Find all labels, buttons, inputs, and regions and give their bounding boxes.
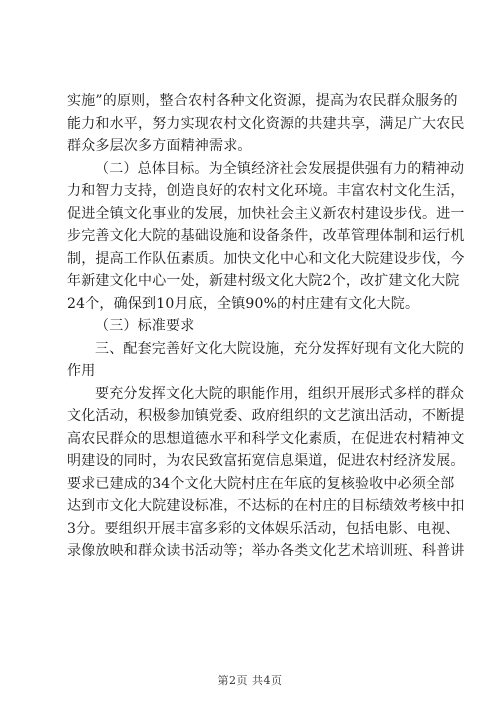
text-line: 促进全镇文化事业的发展，加快社会主义新农村建设步伐。进一 (67, 205, 465, 222)
section-heading: 三、配套完善好文化大院设施，充分发挥好现有文化大院的 (95, 340, 465, 357)
text-line: 制，提高工作队伍素质。加快文化中心和文化大院建设步伐，今 (67, 250, 465, 267)
text-line: 要求已建成的34个文化大院村庄在年底的复核验收中必须全部 (67, 475, 455, 492)
text-line: （二）总体目标。为全镇经济社会发展提供强有力的精神动 (95, 160, 465, 177)
text-line: 达到市文化大院建设标准，不达标的在村庄的目标绩效考核中扣 (67, 498, 465, 514)
text-line: 能力和水平，努力实现农村文化资源的共建共享，满足广大农民 (67, 115, 465, 132)
text-line: 录像放映和群众读书活动等；举办各类文化艺术培训班、科普讲 (67, 543, 465, 559)
text-line: 文化活动，积极参加镇党委、政府组织的文艺演出活动，不断提 (67, 408, 465, 424)
text-line: 3分。要组织开展丰富多彩的文体娱乐活动，包括电影、电视、 (67, 520, 460, 537)
text-line: 实施”的原则，整合农村各种文化资源，提高为农民群众服务的 (67, 93, 458, 109)
text-line: 明建设的同时，为农民致富拓宽信息渠道，促进农村经济发展。 (67, 453, 465, 469)
document-body (67, 90, 465, 563)
text-line: 年新建文化中心一处，新建村级文化大院2个，改扩建文化大院 (67, 273, 460, 289)
text-line: 要充分发挥文化大院的职能作用，组织开展形式多样的群众 (95, 385, 465, 402)
page-number-footer: 第2页 共4页 (217, 674, 283, 687)
text-line: 力和智力支持，创造良好的农村文化环境。丰富农村文化生活， (67, 183, 465, 199)
text-line: 高农民群众的思想道德水平和科学文化素质，在促进农村精神文 (67, 430, 465, 447)
section-heading: （三）标准要求 (95, 318, 195, 334)
text-line: 24个，确保到10月底，全镇90%的村庄建有文化大院。 (67, 295, 420, 312)
text-line: 作用 (67, 363, 96, 379)
text-line: 步完善文化大院的基础设施和设备条件，改革管理体制和运行机 (67, 228, 465, 244)
text-line: 群众多层次多方面精神需求。 (67, 138, 252, 154)
